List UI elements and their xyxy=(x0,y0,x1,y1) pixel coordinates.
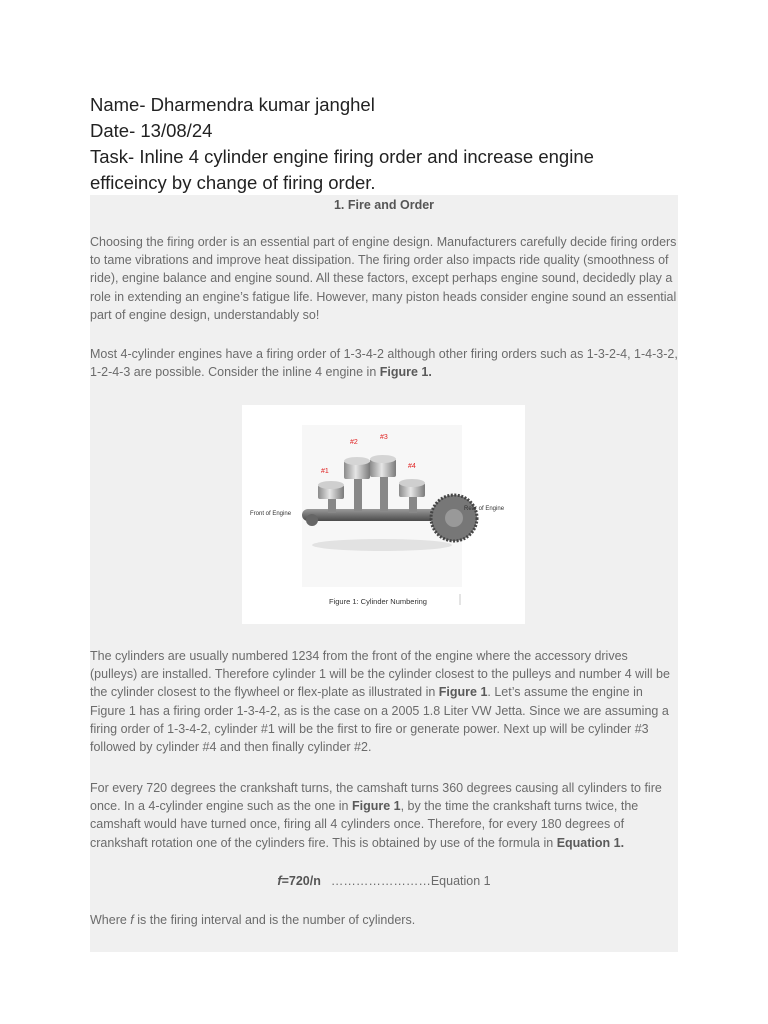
section-title: 1. Fire and Order xyxy=(333,198,435,212)
paragraph-crankshaft xyxy=(90,779,678,852)
equation-label: Equation 1 xyxy=(430,874,491,888)
paragraph-definition-part-2: is the firing interval and is the number of cylinders. xyxy=(133,913,416,927)
paragraph-cylinder-numbering xyxy=(90,647,678,756)
paragraph-cylinder-numbering-part-2: . Let’s assume the engine in Figure 1 has a firing order 1-3-4-2, as is the case on a 2005 1.8 Liter VW Jetta. Since we are assuming a firing order of 1-3-4-2, cylinder #1 will be the first to fire or generate power. Next up will be cylinder #3 followed by cylinder #4 and then finally cylinder #2. xyxy=(90,685,669,755)
equation-variable-f: f xyxy=(277,874,282,888)
cylinder-2-label: #2 xyxy=(350,439,358,446)
figure-cylinder-numbering xyxy=(242,405,525,624)
task-line-2: efficeincy by change of firing order. xyxy=(90,172,376,193)
equation-leader-dots: …………………… xyxy=(330,874,431,888)
cylinder-1-label: #1 xyxy=(321,468,329,475)
shadow xyxy=(312,539,452,551)
paragraph-firing-orders xyxy=(90,345,678,381)
paragraph-intro: Choosing the firing order is an essential part of engine design. Manufacturers carefully decide firing orders to tame vibrations and improve heat dissipation. The firing order also impacts ride quality (smoothness of ride), engine balance and engine sound. All these factors, except perhaps engine sound, decidedly play a role in extending an engine’s fatigue life. However, many piston heads consider engine sound an essential part of engine design, understandably so! xyxy=(90,235,677,322)
crankshaft xyxy=(302,509,452,521)
rear-of-engine-label: Rear of Engine xyxy=(464,506,505,512)
figure-reference: Figure 1. xyxy=(379,365,432,380)
paragraph-crankshaft-part-2: , by the time the crankshaft turns twice, the camshaft would have turned once, firing all 4 cylinders once. Therefore, for every 180 degrees of crankshaft rotation one of the cylinders fire. This is obtained by use of the formula in xyxy=(90,799,639,850)
document-date: Date- 13/08/24 xyxy=(90,120,213,141)
equation-1 xyxy=(90,874,678,888)
paragraph-cylinder-numbering-part-1: The cylinders are usually numbered 1234 from the front of the engine where the accessory drives (pulleys) are installed. Therefore cylinder 1 will be the cylinder closest to the pulleys and number 4 will be the cylinder closest to the flywheel or flex-plate as illustrated in xyxy=(90,649,670,700)
paragraph-definition-part-1: Where xyxy=(90,913,131,927)
author-name: Name- Dharmendra kumar janghel xyxy=(90,94,375,115)
figure-caption: Figure 1: Cylinder Numbering xyxy=(329,597,427,606)
flywheel-hub xyxy=(445,509,463,527)
figure-reference-3: Figure 1 xyxy=(351,799,401,814)
cylinder-4-label: #4 xyxy=(408,463,416,470)
front-pulley xyxy=(306,514,318,526)
task-line-1: Task- Inline 4 cylinder engine firing order and increase engine xyxy=(90,146,594,167)
paragraph-firing-orders-text: Most 4-cylinder engines have a firing order of 1-3-4-2 although other firing orders such as 1-3-2-4, 1-4-3-2, 1-2-4-3 are possible. Consider the inline 4 engine in xyxy=(90,347,678,380)
engine-illustration xyxy=(242,405,525,624)
figure-reference-2: Figure 1 xyxy=(438,685,488,700)
front-of-engine-label: Front of Engine xyxy=(250,511,292,517)
equation-reference: Equation 1. xyxy=(556,835,625,850)
cylinder-3-label: #3 xyxy=(380,434,388,441)
content-panel xyxy=(90,195,678,952)
definition-variable-f: f xyxy=(130,913,134,927)
document-header xyxy=(90,92,690,196)
equation-formula: =720/n xyxy=(281,874,321,888)
paragraph-crankshaft-part-1: For every 720 degrees the crankshaft turns, the camshaft turns 360 degrees causing all cylinders to fire once. In a 4-cylinder engine such as the one in xyxy=(90,781,662,814)
paragraph-definition xyxy=(90,911,678,929)
